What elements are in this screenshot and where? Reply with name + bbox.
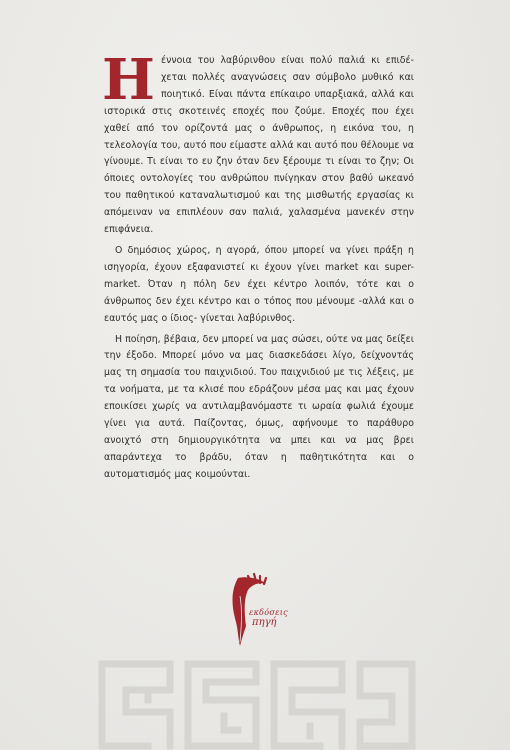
paragraph-2: Ο δημόσιος χώρος, η αγορά, όπου μπορεί να γίνει πράξη η ισηγορία, έχουν εξαφανιστεί κι έχουν γίνει market και super-market. Όταν η πόλη δεν έχει κέντρο λοιπόν, τότε και ο άνθρωπος δεν έχει κέντρο και ο τόπος που μένουμε -αλλά και ο εαυτός μας ο ίδιος- γίνεται λαβύρινθος. [104,244,414,324]
paragraph-3: Η ποίηση, βέβαια, δεν μπορεί να μας σώσει, ούτε να μας δείξει την έξοδο. Μπορεί μόνο να μας διασκεδάσει λίγο, δείχνοντάς μας τη σημασία του παιχνιδιού. Του παιχνιδιού με τις λέξεις, με τα νοήματα, με τα κλισέ που εδράζουν μέσα μας και μας έχουν εποικίσει χωρίς να αντιλαμβανόμαστε τι ωραία φωλιά έχουμε γίνει για αυτά. Παίζοντας, όμως, αφήνουμε το παράθυρο ανοιχτό στη δημιουργικότητα να μπει και να μας βρει απαράντεχα το βράδυ, όταν η παθητικότητα και ο αυτοματισμός μας κοιμούνται. [104,333,414,480]
paragraph-1 [102,47,414,239]
maze-pattern-icon [96,660,416,750]
publisher-name-line2: πηγή [252,617,277,628]
blurb-text [102,47,414,488]
drop-cap: Η [102,47,155,113]
paragraph-1-text: έννοια του λαβύρινθου είναι πολύ παλιά κι επιδέχεται πολλές αναγνώσεις σαν σύμβολο μυθικό και ποιητικό. Είναι πάντα επίκαιρο υπαρξιακά, αλλά και ιστορικά στις σκοτεινές εποχές που ζούμε. Εποχές που έχει χαθεί από τον ορίζοντά μας ο άνθρωπος, η εικόνα του, η τελεολογία του, αυτό που είμαστε αλλά και αυτό που θέλουμε να γίνουμε. Τι είναι το ευ ζην όταν δεν ξέρουμε τι είναι το ζην; Οι όποιες οντολογίες του ανθρώπου πνίγηκαν στον βαθύ ωκεανό του παθητικού καταναλωτισμού και της μισθωτής εργασίας κι απόμειναν να επιπλέουν σαν παλιά, χαλασμένα μανεκέν στην επιφάνεια. [104,55,414,236]
publisher-name-line1: εκδόσεις [249,608,288,617]
